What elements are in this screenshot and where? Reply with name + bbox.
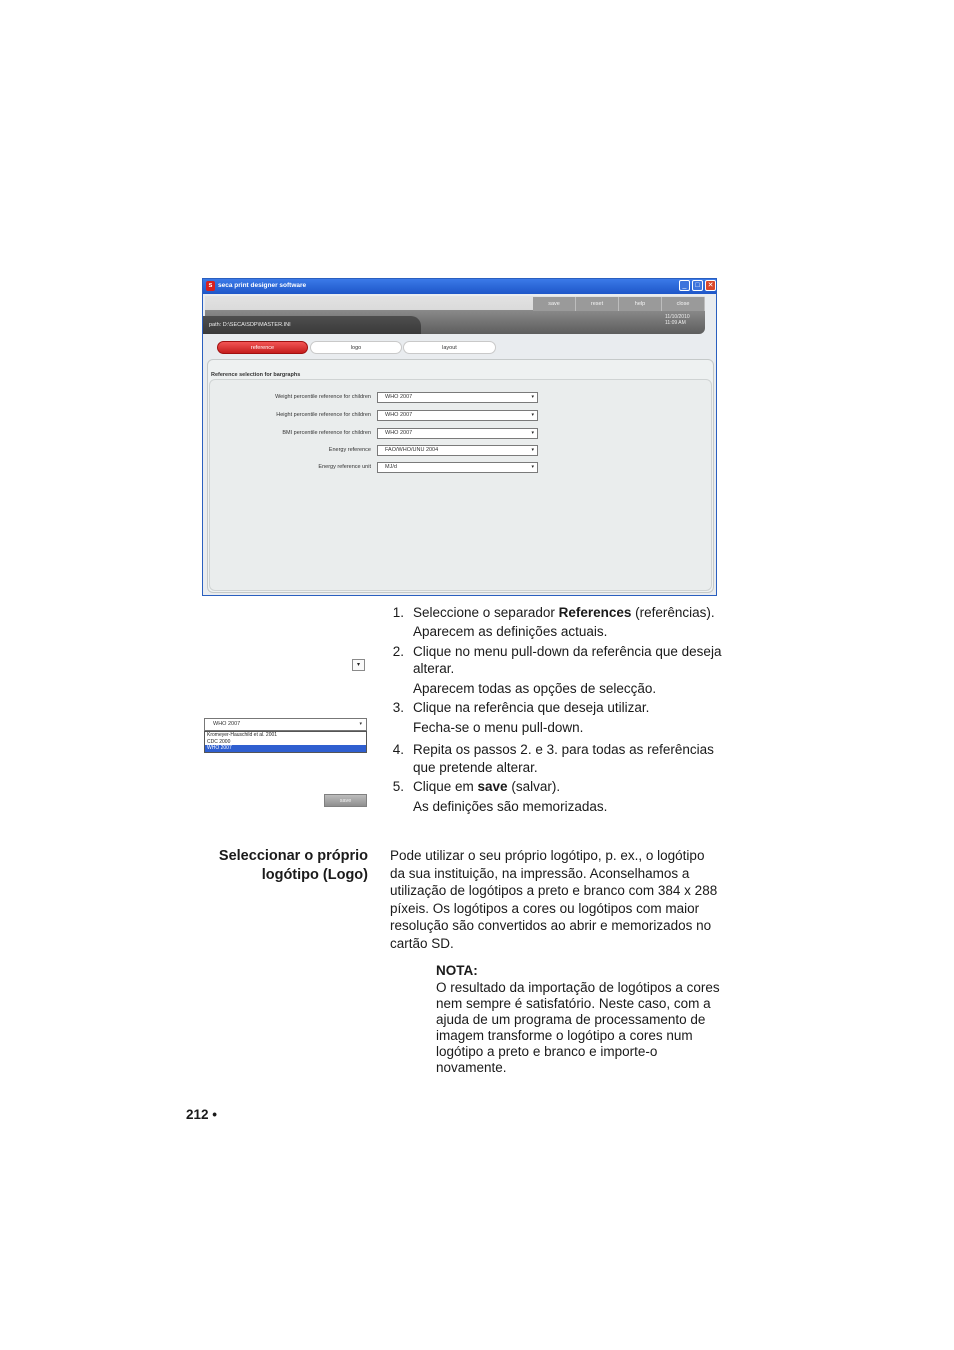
close-window-button[interactable]: ✕ [705,280,716,291]
maximize-button[interactable]: □ [692,280,703,291]
chevron-down-icon: ▾ [531,447,534,453]
save-button-illustration[interactable]: save [324,794,367,807]
step-keyword: save [477,779,508,794]
step-number: 2. [392,644,404,659]
energy-unit-value: MJ/d [385,464,397,470]
ini-path: path: D:\SECA\SDP\MASTER.INI [209,322,291,328]
app-logo-icon: s [206,281,215,291]
note-text [436,980,736,1076]
menu-reset-button[interactable]: reset [576,297,619,311]
note-line: O resultado da importação de logótipos a cores [436,980,720,995]
menu-save-button[interactable]: save [533,297,576,311]
time: 11:09 AM [665,320,686,326]
step-1-result: Aparecem as definições actuais. [413,624,608,639]
bmi-reference-value: WHO 2007 [385,430,413,436]
height-reference-select[interactable] [377,410,538,421]
step-number: 1. [392,605,404,620]
note-line: ajuda de um programa de processamento de [436,1012,706,1027]
page-number: 212 • [186,1107,218,1122]
step-5 [413,778,743,796]
tab-logo[interactable]: logo [310,341,402,354]
note-label: NOTA: [436,963,478,978]
bmi-reference-label: BMI percentile reference for children [282,430,371,436]
step-4-line1: Repita os passos 2. e 3. para todas as referências [413,742,714,757]
dropdown-example [204,718,367,752]
paragraph-line: Pode utilizar o seu próprio logótipo, p. ex., o logótipo [390,848,705,863]
energy-reference-label: Energy reference [328,447,371,453]
step-3-line1: Clique na referência que deseja utilizar. [413,700,650,715]
step-4-line2: que pretende alterar. [413,760,538,775]
heading-line: logótipo (Logo) [261,866,368,883]
dropdown-option-selected[interactable]: WHO 2007 [205,745,366,752]
chevron-down-icon: ▾ [531,464,534,470]
note-line: nem sempre é satisfatório. Neste caso, com a [436,996,711,1011]
paragraph-line: utilização de logótipos a preto e branco com 384 x 288 [390,883,718,899]
section-heading [195,847,368,884]
step-2-result: Aparecem todas as opções de selecção. [413,681,657,696]
dropdown-arrow-icon: ▾ [352,659,365,671]
step-5-result: As definições são memorizadas. [413,799,608,814]
step-number: 5. [392,779,404,794]
step-number: 4. [392,742,404,757]
energy-reference-select[interactable] [377,445,538,456]
paragraph-line: resolução são convertidos ao abrir e memorizados no [390,918,712,934]
note-line: logótipo a preto e branco e importe-o [436,1044,658,1059]
menu-close-button[interactable]: close [662,297,705,311]
step-3-result: Fecha-se o menu pull-down. [413,720,584,735]
chevron-down-icon: ▾ [531,412,534,418]
dropdown-option[interactable]: CDC 2000 [207,738,231,745]
dropdown-example-value: WHO 2007 [213,721,241,727]
panel-title: Reference selection for bargraphs [211,372,301,378]
paragraph-line: da sua instituição, na impressão. Aconselhamos a [390,865,690,881]
menu-bar [533,297,705,311]
chevron-down-icon: ▾ [359,721,362,727]
height-reference-label: Height percentile reference for children [276,412,371,418]
logo-paragraph [390,847,735,953]
date-time [665,314,690,326]
step-1 [413,604,743,622]
note-line: novamente. [436,1060,507,1075]
weight-reference-label: Weight percentile reference for children [275,394,371,400]
step-number: 3. [392,700,404,715]
step-text: (salvar). [507,779,561,794]
tab-layout[interactable]: layout [403,341,496,354]
step-2-line1: Clique no menu pull-down da referência que deseja [413,644,722,659]
note-line: imagem transforme o logótipo a cores num [436,1028,693,1043]
menu-help-button[interactable]: help [619,297,662,311]
window-title: seca print designer software [218,282,307,289]
step-text: Seleccione o separador [413,605,559,620]
chevron-down-icon: ▾ [531,394,534,400]
tab-reference[interactable]: reference [217,341,308,354]
minimize-button[interactable]: _ [679,280,690,291]
date: 11/10/2010 [665,314,690,320]
weight-reference-value: WHO 2007 [385,394,413,400]
paragraph-line: cartão SD. [390,935,454,951]
step-keyword: References [558,605,632,620]
energy-unit-label: Energy reference unit [318,464,371,470]
step-text: Clique em [413,779,478,794]
dropdown-option[interactable]: Kromeyer-Hauschild et al. 2001 [207,732,278,738]
heading-line: Seleccionar o próprio [218,848,368,864]
step-2-line2: alterar. [413,661,455,676]
app-window-screenshot [202,278,717,596]
weight-reference-select[interactable] [377,392,538,403]
dropdown-example-list [204,731,367,753]
height-reference-value: WHO 2007 [385,412,413,418]
paragraph-line: píxeis. Os logótipos a cores ou logótipos com maior [390,900,700,916]
step-text: (referências). [631,605,715,620]
title-bar [203,279,716,294]
chevron-down-icon: ▾ [531,430,534,436]
bmi-reference-select[interactable] [377,428,538,439]
dropdown-example-select[interactable] [204,718,367,731]
energy-reference-value: FAO/WHO/UNU 2004 [385,447,439,453]
energy-unit-select[interactable] [377,462,538,473]
